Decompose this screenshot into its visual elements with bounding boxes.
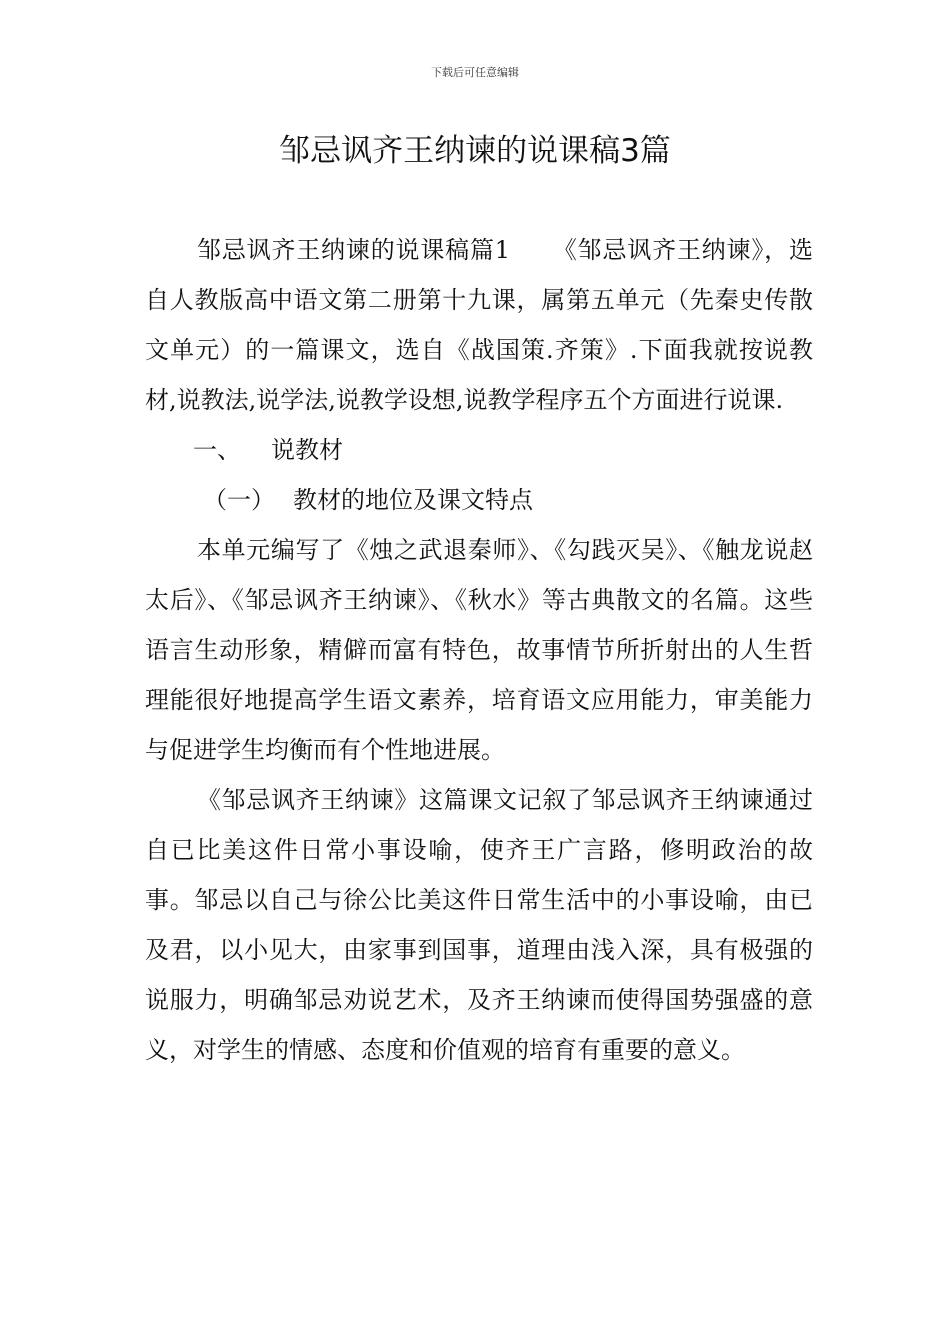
subsection-title: 教材的地位及课文特点 [293, 486, 533, 514]
section-number: 一、 [193, 436, 241, 464]
section-title: 说教材 [271, 436, 343, 464]
body-paragraph-2: 《邹忌讽齐王纳谏》这篇课文记叙了邹忌讽齐王纳谏通过自已比美这件日常小事设喻，使齐王广言路，修明政治的故事。邹忌以自己与徐公比美这件日常生活中的小事设喻，由已及君，以小见大，由家事到国事，道理由浅入深，具有极强的说服力，明确邹忌劝说艺术，及齐王纳谏而使得国势强盛的意义，对学生的情感、态度和价值观的培育有重要的意义。 [145, 786, 813, 1064]
header-note: 下载后可任意编辑 [431, 66, 519, 79]
body-paragraph-1: 本单元编写了《烛之武退秦师》、《勾践灭吴》、《触龙说赵太后》、《邹忌讽齐王纳谏》、《秋水》等古典散文的名篇。这些语言生动形象，精僻而富有特色，故事情节所折射出的人生哲理能很好地提高学生语文素养，培育语文应用能力，审美能力与促进学生均衡而有个性地进展。 [145, 536, 813, 764]
intro-text: 《邹忌讽齐王纳谏》，选自人教版高中语文第二册第十九课，属第五单元（先秦史传散文单元）的一篇课文，选自《战国策.齐策》.下面我就按说教材,说教法,说学法,说教学设想,说教学程序五个方面进行说课. [145, 236, 813, 414]
section-heading [145, 425, 813, 475]
subsection-heading [145, 475, 813, 525]
document-title: 邹忌讽齐王纳谏的说课稿3篇 [279, 133, 671, 169]
intro-lead-title: 邹忌讽齐王纳谏的说课稿篇1 [197, 236, 511, 264]
subsection-number: （一） [203, 486, 275, 514]
intro-paragraph [145, 225, 813, 425]
document-body [145, 225, 813, 1075]
